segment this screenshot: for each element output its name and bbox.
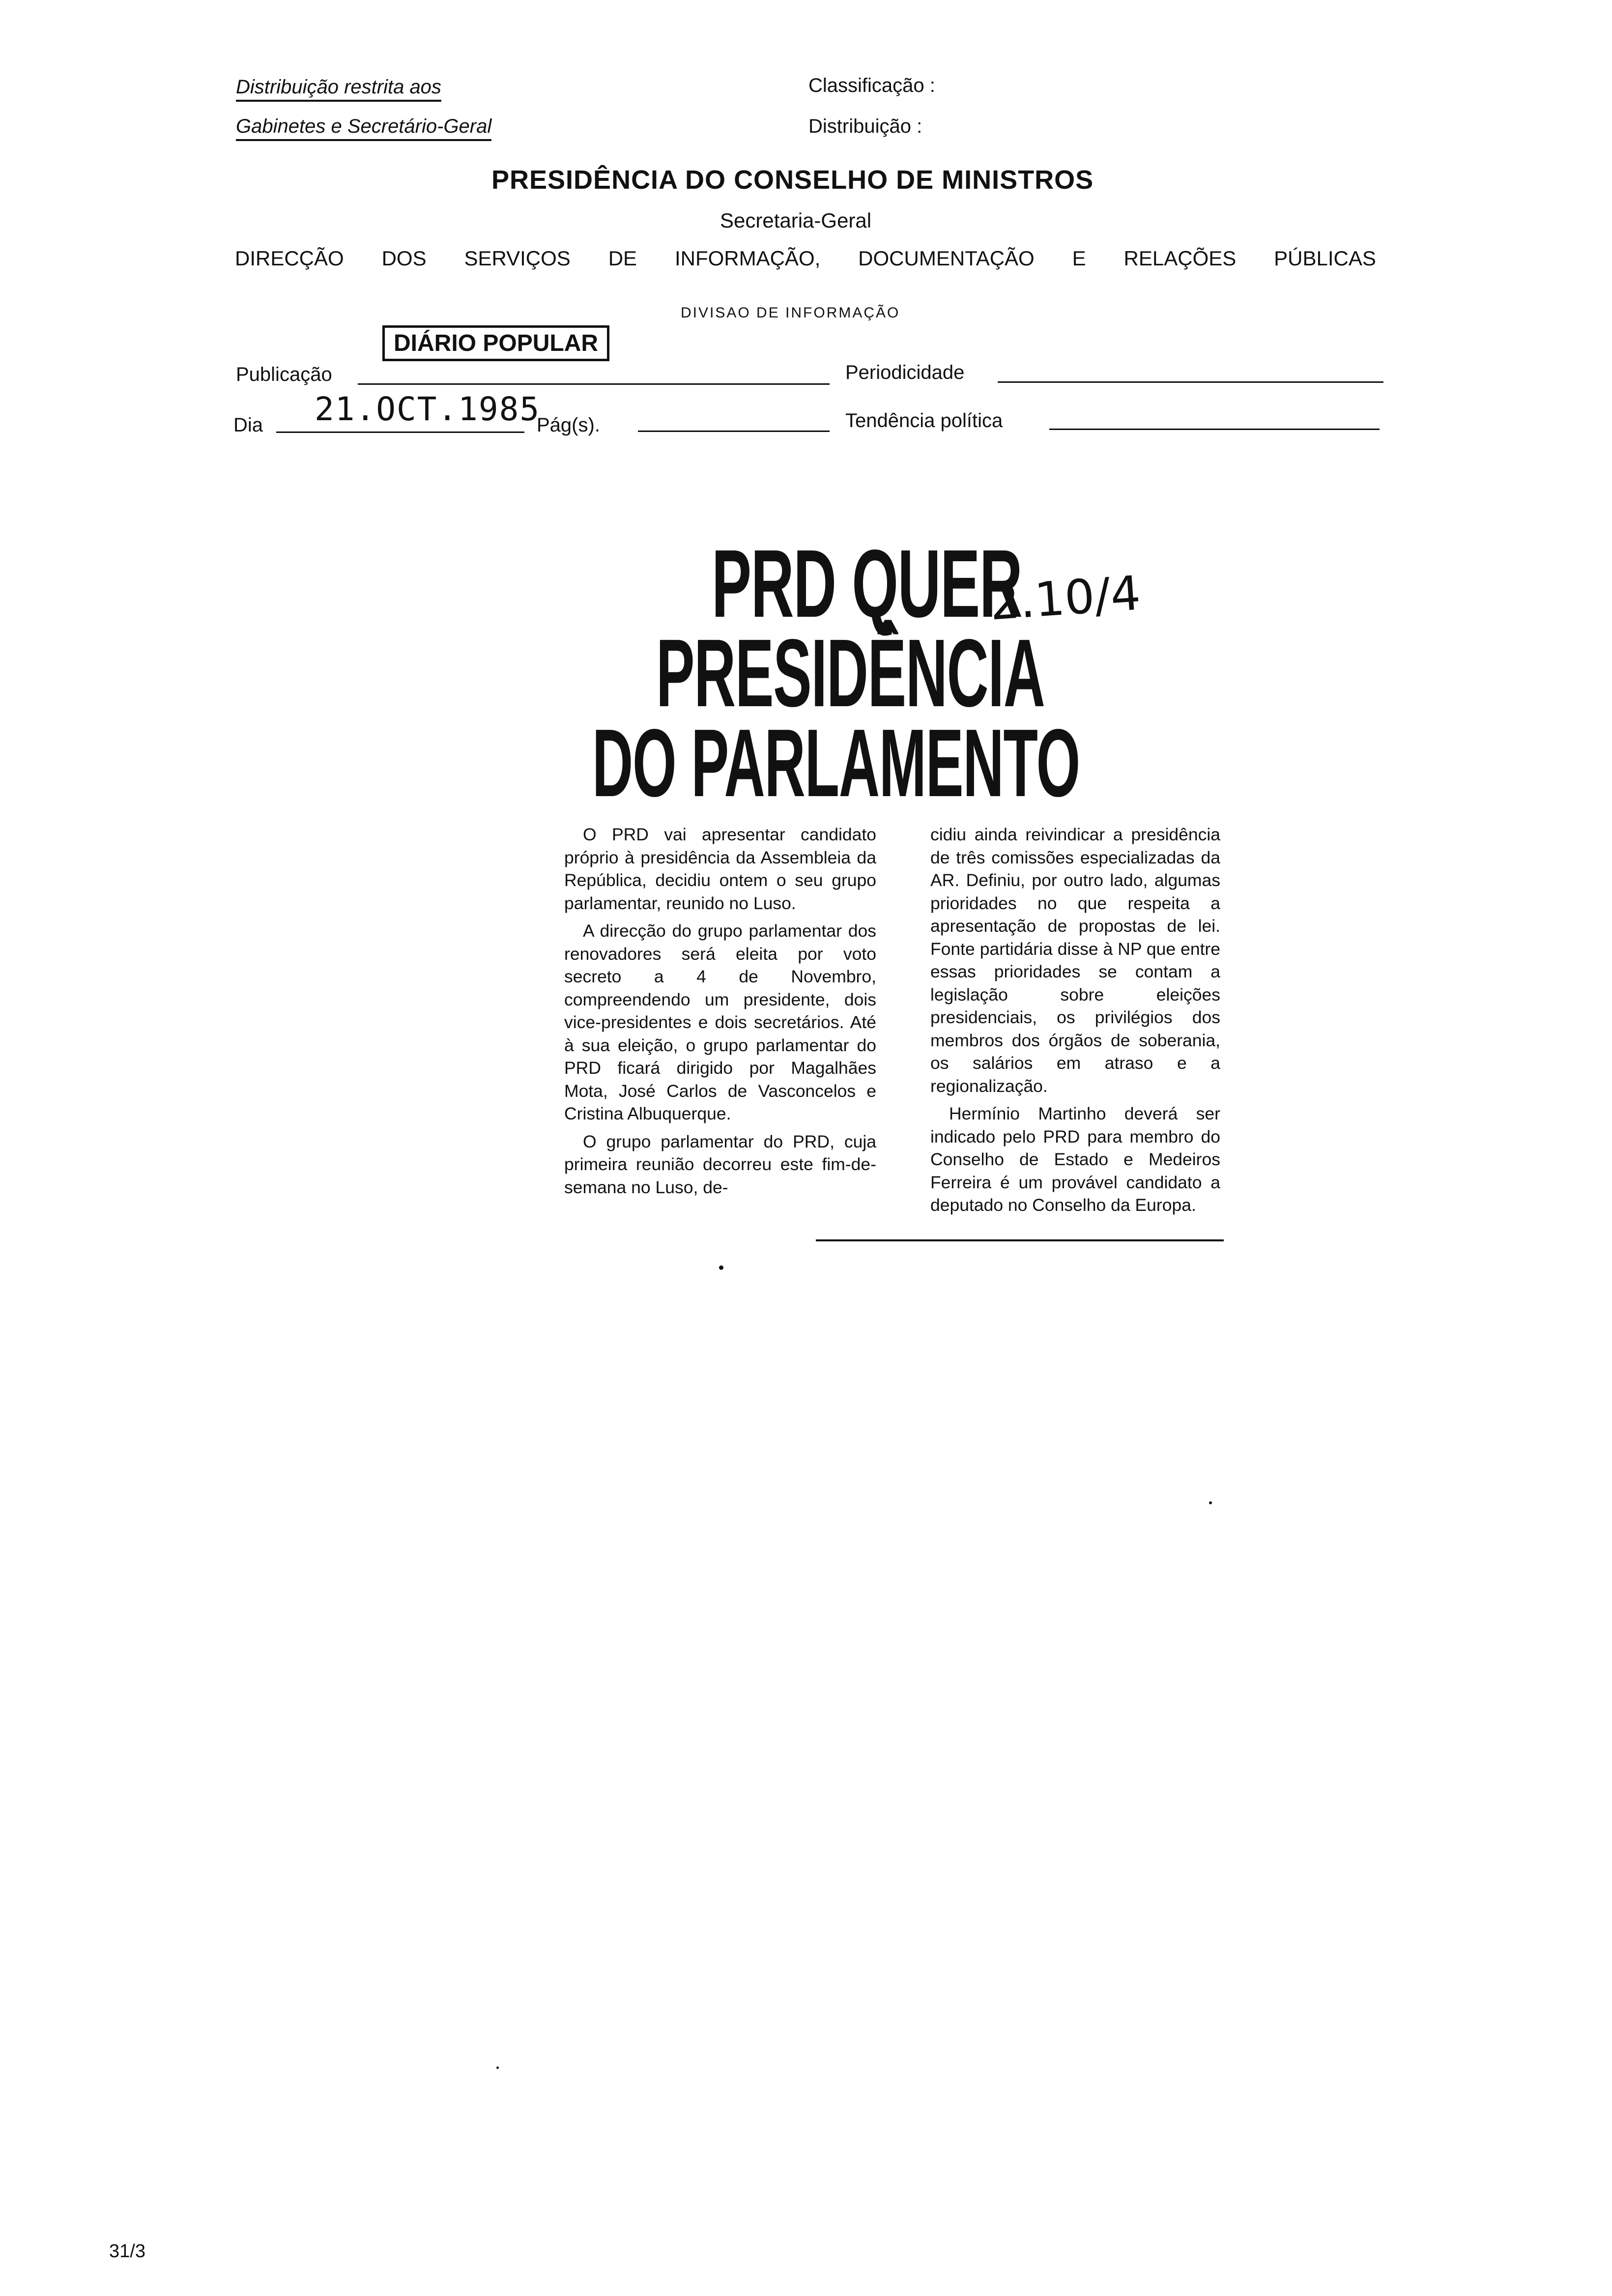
- article-end-rule: [816, 1239, 1224, 1241]
- directorate-word: DOS: [381, 247, 427, 270]
- dia-line: [276, 431, 524, 433]
- secretaria-geral: Secretaria-Geral: [720, 209, 872, 232]
- directorate-line: [235, 247, 1376, 270]
- restriction-line-1: Distribuição restrita aos: [236, 76, 441, 102]
- paragraph-left-2: A direcção do grupo parlamentar dos renovadores será eleita por voto secreto a 4 de Novembro, compreendendo um presidente, dois vice-presidentes e dois secretários. Até à sua eleição, o grupo parlamentar do PRD ficará dirigido por Magalhães Mota, José Carlos de Vasconcelos e Cristina Albuquerque.: [564, 921, 876, 1123]
- paragraph-left-1: O PRD vai apresentar candidato próprio à presidência da Assembleia da República, decidiu ontem o seu grupo parlamentar, reunido no Luso.: [564, 825, 876, 913]
- headline-line-2: PRESIDÊNCIA: [656, 619, 1045, 727]
- tendencia-line: [1049, 429, 1380, 430]
- directorate-word: RELAÇÕES: [1123, 247, 1237, 270]
- pags-label: Pág(s).: [537, 414, 600, 436]
- article-column-left: [564, 823, 876, 1199]
- publication-stamp: DIÁRIO POPULAR: [382, 325, 609, 361]
- handwritten-annotation: 2.10/4: [988, 565, 1143, 631]
- publicacao-line: [358, 383, 830, 385]
- distribuicao-label: Distribuição :: [808, 115, 922, 137]
- directorate-word: PÚBLICAS: [1274, 247, 1376, 270]
- scan-speck: [719, 1265, 723, 1270]
- article-column-right: [930, 823, 1220, 1217]
- directorate-word: DIRECÇÃO: [235, 247, 344, 270]
- date-stamp: 21.OCT.1985: [315, 390, 541, 428]
- directorate-word: DE: [608, 247, 637, 270]
- paragraph-left-3: O grupo parlamentar do PRD, cuja primeira reunião decorreu este fim-de-semana no Luso, de-: [564, 1131, 876, 1197]
- publicacao-label: Publicação: [236, 364, 332, 385]
- periodicidade-label: Periodicidade: [845, 362, 965, 383]
- classificacao-label: Classificação :: [808, 75, 935, 96]
- organization-title: PRESIDÊNCIA DO CONSELHO DE MINISTROS: [491, 165, 1094, 195]
- headline-line-3: DO PARLAMENTO: [592, 709, 1080, 817]
- pags-line: [638, 430, 830, 432]
- directorate-word: SERVIÇOS: [464, 247, 571, 270]
- headline-line-1: PRD QUER: [712, 530, 1022, 637]
- scan-speck: [496, 2066, 499, 2069]
- dia-label: Dia: [233, 414, 263, 436]
- periodicidade-line: [998, 381, 1383, 383]
- directorate-word: DOCUMENTAÇÃO: [858, 247, 1035, 270]
- restriction-line-2: Gabinetes e Secretário-Geral: [236, 115, 491, 141]
- scan-speck: [1209, 1501, 1212, 1504]
- directorate-word: E: [1072, 247, 1086, 270]
- tendencia-label: Tendência política: [845, 410, 1003, 431]
- division-title: DIVISAO DE INFORMAÇÃO: [681, 305, 900, 321]
- paragraph-right-2: Hermínio Martinho deverá ser indicado pelo PRD para membro do Conselho de Estado e Medeiros Ferreira é um provável candidato a deputado no Conselho da Europa.: [930, 1104, 1220, 1215]
- page-code: 31/3: [109, 2241, 145, 2262]
- directorate-word: INFORMAÇÃO,: [674, 247, 821, 270]
- paragraph-right-1: cidiu ainda reivindicar a presidência de três comissões especializadas da AR. Definiu, por outro lado, algumas prioridades no que respeita a apresentação de propostas de lei. Fonte partidária disse à NP que entre essas prioridades se contam a legislação sobre eleições presidenciais, os privilégios dos membros dos órgãos de soberania, os salários em atraso e a regionalização.: [930, 825, 1220, 1096]
